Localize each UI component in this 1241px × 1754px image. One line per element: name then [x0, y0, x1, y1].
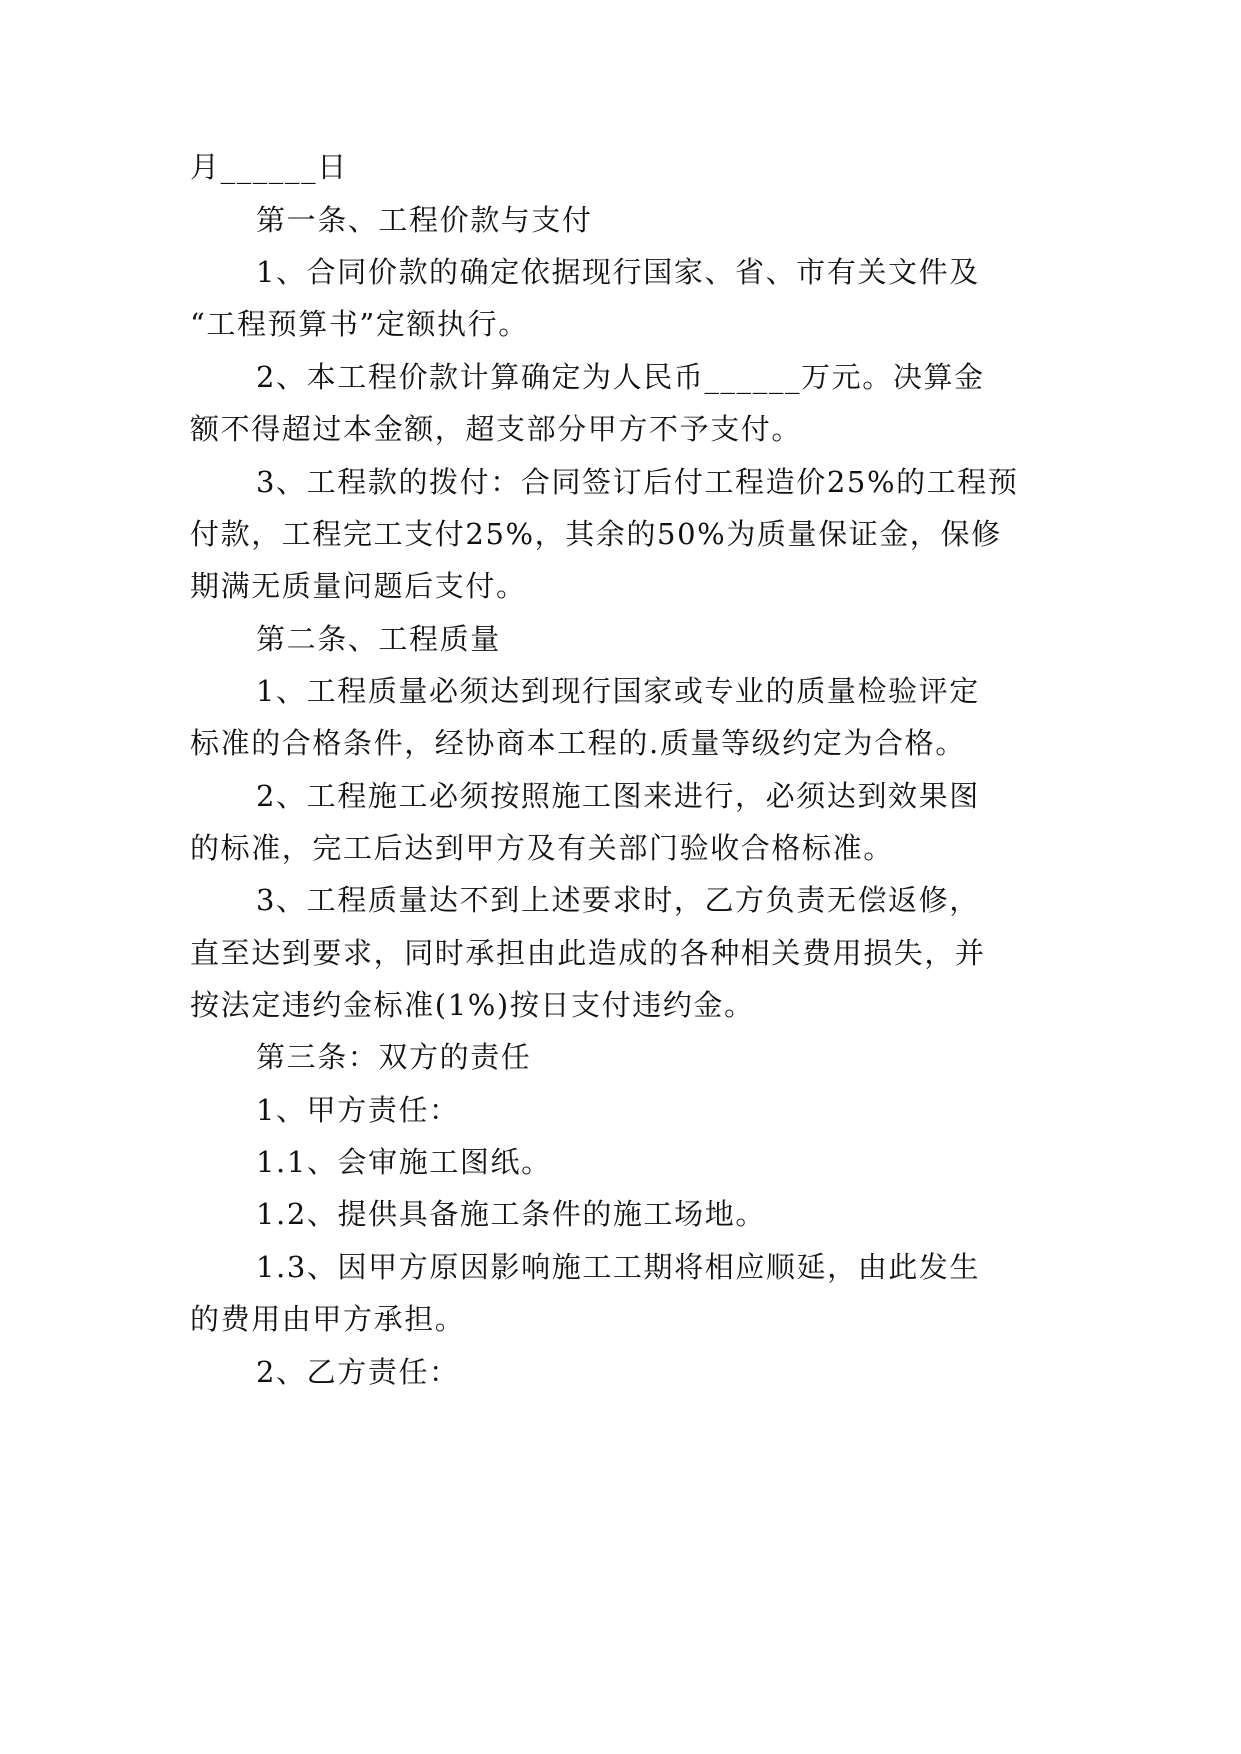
text-line: 期满无质量问题后支付。	[190, 569, 527, 603]
text-line: 2、乙方责任：	[256, 1355, 460, 1389]
text-line: 2、工程施工必须按照施工图来进行，必须达到效果图	[256, 779, 980, 813]
text-line: 1.3、因甲方原因影响施工工期将相应顺延，由此发生	[256, 1250, 981, 1284]
text-line: 1.2、提供具备施工条件的施工场地。	[256, 1197, 766, 1231]
text-line: 1.1、会审施工图纸。	[256, 1145, 552, 1179]
text-line: “工程预算书”定额执行。	[190, 307, 529, 341]
text-line: 的费用由甲方承担。	[190, 1302, 466, 1336]
text-line: 按法定违约金标准(1%)按日支付违约金。	[190, 988, 755, 1022]
text-line: 付款，工程完工支付25%，其余的50%为质量保证金，保修	[190, 517, 1002, 551]
text-line: 标准的合格条件，经协商本工程的.质量等级约定为合格。	[190, 726, 966, 760]
text-line: 1、合同价款的确定依据现行国家、省、市有关文件及	[256, 255, 980, 289]
text-line: 额不得超过本金额，超支部分甲方不予支付。	[190, 412, 803, 446]
section-heading: 第三条：双方的责任	[256, 1040, 532, 1074]
text-line: 月______日	[190, 150, 348, 184]
section-heading: 第二条、工程质量	[256, 622, 501, 656]
text-line: 直至达到要求，同时承担由此造成的各种相关费用损失，并	[190, 936, 986, 970]
section-heading: 第一条、工程价款与支付	[256, 203, 593, 237]
text-line: 2、本工程价款计算确定为人民币______万元。决算金	[256, 360, 985, 394]
text-line: 3、工程质量达不到上述要求时，乙方负责无偿返修，	[256, 883, 980, 917]
text-line: 1、工程质量必须达到现行国家或专业的质量检验评定	[256, 674, 980, 708]
text-line: 1、甲方责任：	[256, 1093, 460, 1127]
text-line: 的标准，完工后达到甲方及有关部门验收合格标准。	[190, 831, 894, 865]
text-line: 3、工程款的拨付：合同签订后付工程造价25%的工程预	[256, 465, 1019, 499]
